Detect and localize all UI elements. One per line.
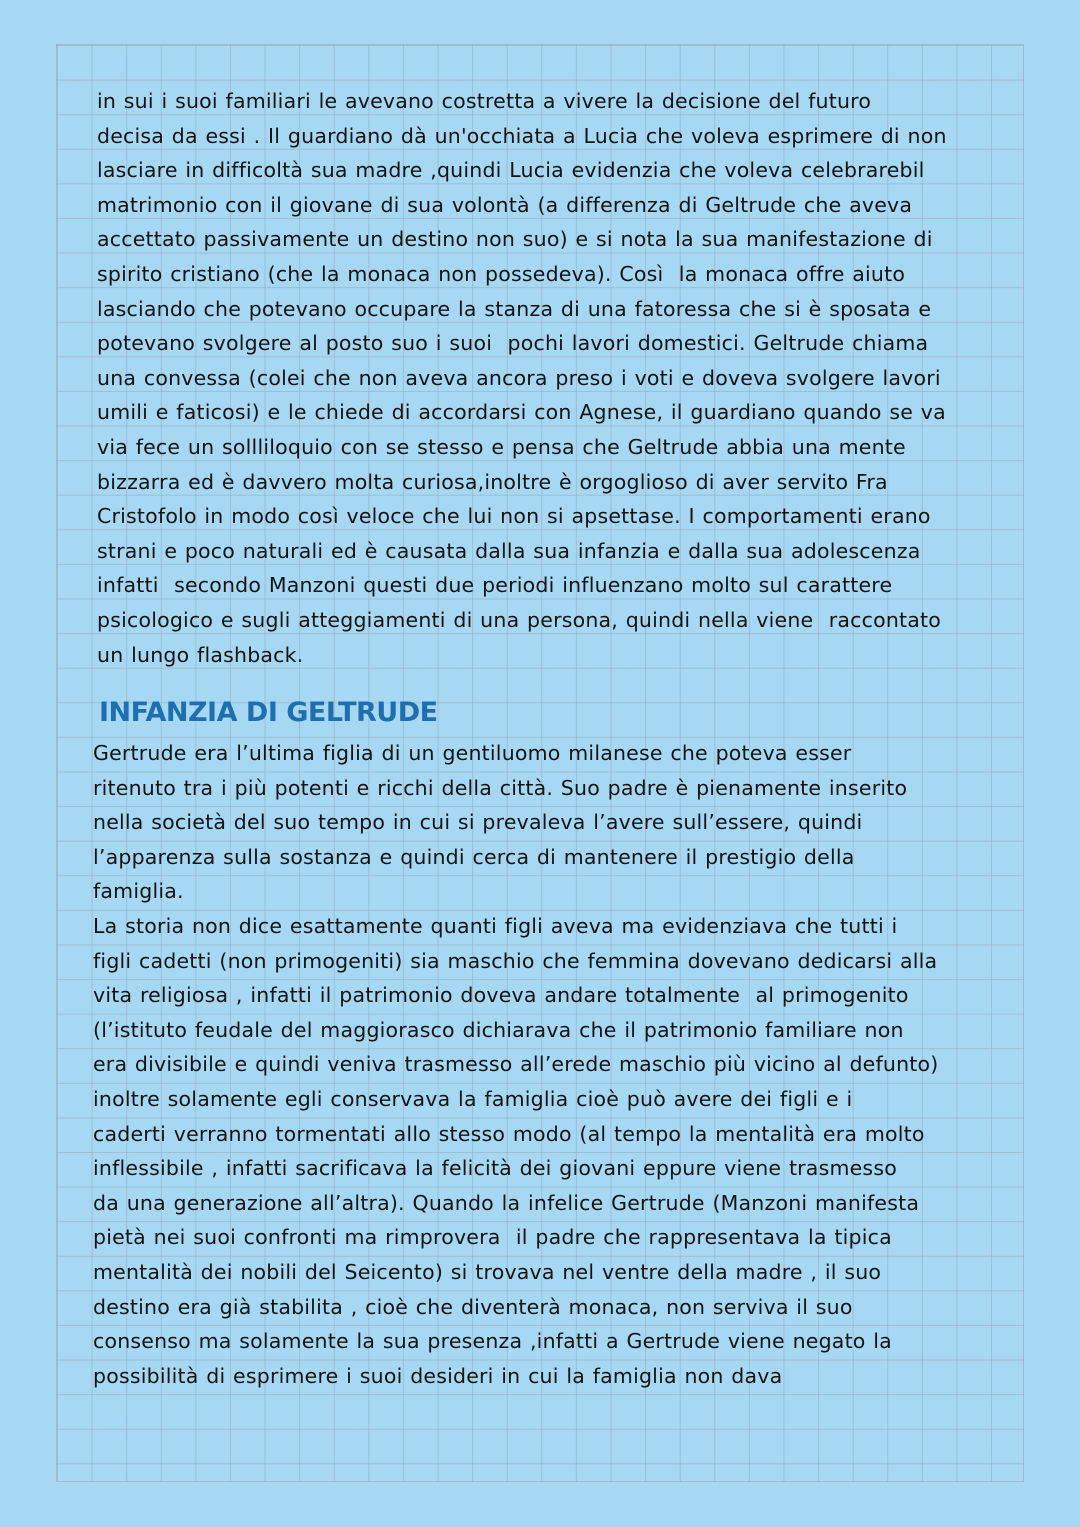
section-heading: INFANZIA DI GELTRUDE [99, 697, 438, 728]
text-line: (l’istituto feudale del maggiorasco dichiarava che il patrimonio familiare non [93, 1017, 904, 1042]
text-line: destino era già stabilita , cioè che diventerà monaca, non serviva il suo [93, 1294, 853, 1319]
text-line: lasciando che potevano occupare la stanza di una fatoressa che si è sposata e [97, 296, 932, 321]
text-line: inflessibile , infatti sacrificava la felicità dei giovani eppure viene trasmesso [93, 1156, 897, 1181]
text-line: umili e faticosi) e le chiede di accordarsi con Agnese, il guardiano quando se va [97, 400, 946, 425]
text-line: in sui i suoi familiari le avevano costretta a vivere la decisione del futuro [97, 89, 872, 113]
text-line: era divisibile e quindi veniva trasmesso all’erede maschio più vicino al defunto) [93, 1052, 939, 1077]
text-line: accettato passivamente un destino non suo) e si nota la sua manifestazione di [97, 227, 933, 252]
text-line: via fece un sollliloquio con se stesso e pensa che Geltrude abbia una mente [97, 434, 906, 459]
text-line: un lungo flashback. [97, 642, 304, 667]
text-line: potevano svolgere al posto suo i suoi pochi lavori domestici. Geltrude chiama [97, 331, 929, 356]
text-line: una convessa (colei che non aveva ancora preso i voti e doveva svolgere lavori [97, 365, 941, 390]
text-line: figli cadetti (non primogeniti) sia maschio che femmina dovevano dedicarsi alla [93, 948, 938, 973]
text-line: l’apparenza sulla sostanza e quindi cerca di mantenere il prestigio della [93, 844, 855, 869]
text-line: famiglia. [93, 879, 184, 904]
text-line: possibilità di esprimere i suoi desideri in cui la famiglia non dava [93, 1363, 783, 1388]
text-line: pietà nei suoi confronti ma rimprovera il padre che rappresentava la tipica [93, 1225, 892, 1250]
text-line: mentalità dei nobili del Seicento) si trovava nel ventre della madre , il suo [93, 1259, 882, 1284]
text-line: Cristofolo in modo così veloce che lui non si apsettase. I comportamenti erano [97, 504, 931, 529]
text-line: ritenuto tra i più potenti e ricchi della città. Suo padre è pienamente inserito [93, 775, 908, 800]
text-line: bizzarra ed è davvero molta curiosa,inoltre è orgoglioso di aver servito Fra [97, 469, 888, 494]
text-line: Gertrude era l’ultima figlia di un gentiluomo milanese che poteva esser [93, 741, 852, 765]
text-line: spirito cristiano (che la monaca non possedeva). Così la monaca offre aiuto [97, 261, 906, 286]
text-line: da una generazione all’altra). Quando la infelice Gertrude (Manzoni manifesta [93, 1190, 920, 1215]
text-line: consenso ma solamente la sua presenza ,infatti a Gertrude viene negato la [93, 1329, 892, 1354]
text-line: caderti verranno tormentati allo stesso modo (al tempo la mentalità era molto [93, 1121, 925, 1146]
text-line: psicologico e sugli atteggiamenti di una persona, quindi nella viene raccontato [97, 607, 942, 632]
text-line: decisa da essi . Il guardiano dà un'occhiata a Lucia che voleva esprimere di non [97, 123, 947, 148]
text-line: infatti secondo Manzoni questi due periodi influenzano molto sul carattere [97, 573, 893, 598]
text-line: inoltre solamente egli conservava la famiglia cioè può avere dei figli e i [93, 1086, 853, 1111]
paragraph-body-2 [93, 736, 938, 1393]
text-line: strani e poco naturali ed è causata dalla sua infanzia e dalla sua adolescenza [97, 538, 921, 563]
text-line: vita religiosa , infatti il patrimonio doveva andare totalmente al primogenito [93, 983, 909, 1008]
text-line: lasciare in difficoltà sua madre ,quindi Lucia evidenzia che voleva celebrarebil [97, 158, 925, 183]
text-line: nella società del suo tempo in cui si prevaleva l’avere sull’essere, quindi [93, 810, 863, 835]
paragraph-body-1 [97, 84, 947, 672]
text-line: La storia non dice esattamente quanti figli aveva ma evidenziava che tutti i [93, 913, 898, 938]
text-line: matrimonio con il giovane di sua volontà (a differenza di Geltrude che aveva [97, 192, 913, 217]
